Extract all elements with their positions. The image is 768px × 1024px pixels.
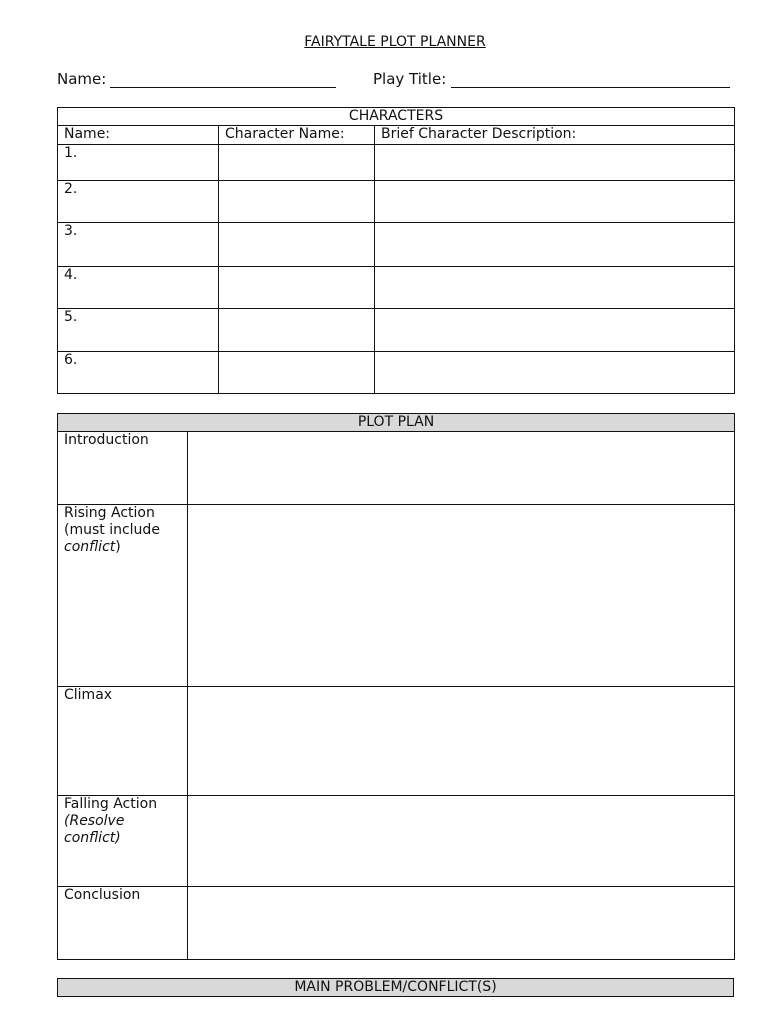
character-name-cell[interactable]	[219, 181, 375, 223]
description-cell[interactable]	[375, 223, 735, 267]
plot-stage-row	[58, 505, 735, 687]
stage-response-cell[interactable]	[188, 887, 735, 960]
plot-stage-row	[58, 796, 735, 887]
name-label: Name:	[57, 70, 107, 88]
table-row	[58, 309, 735, 352]
stage-response-cell[interactable]	[188, 432, 735, 505]
stage-note-suffix: )	[115, 539, 121, 555]
column-header-name: Name:	[58, 126, 219, 145]
character-name-cell[interactable]	[219, 309, 375, 352]
main-problem-table	[57, 978, 734, 997]
plot-plan-heading: PLOT PLAN	[58, 414, 735, 432]
row-number[interactable]: 4.	[58, 267, 219, 309]
column-header-description: Brief Character Description:	[375, 126, 735, 145]
table-row	[58, 267, 735, 309]
description-cell[interactable]	[375, 181, 735, 223]
name-blank-line[interactable]	[110, 87, 336, 88]
stage-label: Rising Action	[64, 505, 155, 521]
play-title-blank-line[interactable]	[451, 87, 730, 88]
description-cell[interactable]	[375, 309, 735, 352]
row-number[interactable]: 6.	[58, 352, 219, 394]
stage-note-prefix: (must include	[64, 522, 160, 538]
stage-response-cell[interactable]	[188, 687, 735, 796]
character-name-cell[interactable]	[219, 352, 375, 394]
stage-note: conflict	[64, 539, 116, 555]
character-name-cell[interactable]	[219, 145, 375, 181]
table-row	[58, 145, 735, 181]
row-number[interactable]: 3.	[58, 223, 219, 267]
description-cell[interactable]	[375, 352, 735, 394]
column-header-character-name: Character Name:	[219, 126, 375, 145]
document-title: FAIRYTALE PLOT PLANNER	[304, 34, 486, 50]
row-number[interactable]: 1.	[58, 145, 219, 181]
stage-label: Conclusion	[64, 887, 141, 903]
play-title-label: Play Title:	[373, 70, 447, 88]
plot-stage-row	[58, 687, 735, 796]
description-cell[interactable]	[375, 145, 735, 181]
plot-stage-row	[58, 432, 735, 505]
table-row	[58, 223, 735, 267]
character-name-cell[interactable]	[219, 267, 375, 309]
plot-plan-table	[57, 413, 735, 960]
table-row	[58, 352, 735, 394]
stage-label: Climax	[64, 687, 113, 703]
stage-label-falling-action	[58, 796, 188, 887]
stage-response-cell[interactable]	[188, 505, 735, 687]
stage-label-introduction	[58, 432, 188, 505]
description-cell[interactable]	[375, 267, 735, 309]
stage-response-cell[interactable]	[188, 796, 735, 887]
stage-label-conclusion	[58, 887, 188, 960]
stage-label-rising-action	[58, 505, 188, 687]
row-number[interactable]: 5.	[58, 309, 219, 352]
table-row	[58, 181, 735, 223]
character-name-cell[interactable]	[219, 223, 375, 267]
stage-note: (Resolve conflict)	[64, 813, 125, 846]
main-problem-heading: MAIN PROBLEM/CONFLICT(S)	[58, 979, 734, 997]
row-number[interactable]: 2.	[58, 181, 219, 223]
stage-label-climax	[58, 687, 188, 796]
characters-heading: CHARACTERS	[58, 108, 735, 126]
characters-table	[57, 107, 735, 394]
plot-stage-row	[58, 887, 735, 960]
stage-label: Falling Action	[64, 796, 158, 812]
stage-label: Introduction	[64, 432, 149, 448]
